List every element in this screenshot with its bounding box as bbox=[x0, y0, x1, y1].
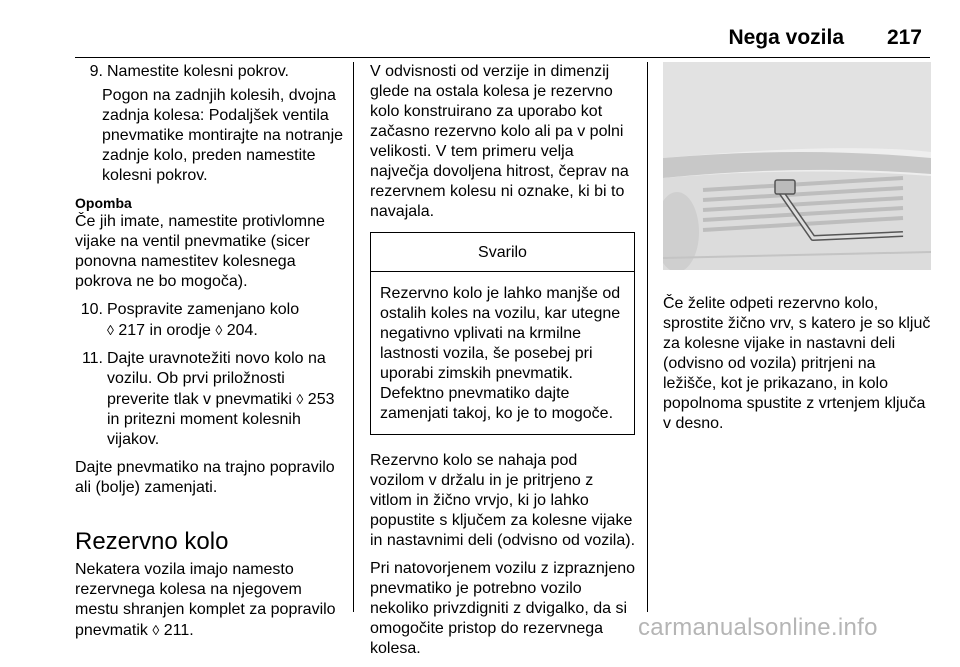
page-reference-link[interactable]: 253 bbox=[307, 391, 335, 408]
watermark: carmanualsonline.info bbox=[638, 614, 878, 641]
column-right bbox=[663, 62, 933, 442]
step-9 bbox=[75, 62, 347, 82]
section-intro-text: Nekatera vozila imajo namesto rezervnega kolesa na njegovem mestu shranjen komplet za popravilo pnevmatik bbox=[75, 561, 336, 639]
release-instructions: Če želite odpeti rezervno kolo, sprostite žično vrv, s katero je so ključ za kolesne vijake in nastavni deli (odvisno od vozila) pritrjeni na ležišče, kot je prikazano, in kolo popolnoma spustite z vrtenjem ključa v desno. bbox=[663, 295, 931, 432]
loaded-vehicle-paragraph: Pri natovorjenem vozilu z izpraznjeno pnevmatiko je potrebno vozilo nekoliko privzdigniti z dvigalko, da si omogočite pristop do rezervnega kolesa. bbox=[370, 560, 636, 657]
warning-title: Svarilo bbox=[371, 233, 634, 272]
step-text bbox=[107, 300, 347, 341]
column-middle bbox=[370, 62, 635, 667]
step-number: 10. bbox=[80, 301, 103, 318]
xref-icon: ◊ bbox=[107, 322, 114, 338]
page-title: Nega vozila bbox=[728, 26, 844, 49]
step-number: 9. bbox=[89, 63, 103, 80]
warning-text: Rezervno kolo je lahko manjše od ostalih koles na vozilu, kar utegne negativno vplivati na krmilne lastnosti vozila, še posebej pri uporabi zimskih pnevmatik. Defektno pnevmatiko dajte zamenjati takoj, ko je to mogoče. bbox=[380, 285, 621, 422]
section-intro bbox=[75, 560, 347, 641]
page-reference-link[interactable]: 211. bbox=[163, 622, 194, 639]
column-left bbox=[75, 62, 347, 649]
page-reference-link[interactable]: 204. bbox=[226, 322, 258, 339]
spare-wheel-illustration bbox=[663, 62, 931, 270]
step-text-part: in orodje bbox=[149, 322, 211, 339]
step-text-part: in pritezni moment kolesnih vijakov. bbox=[107, 411, 301, 448]
spare-wheel-paragraph: V odvisnosti od verzije in dimenzij glede na ostala kolesa je rezervno kolo konstruirano za uporabo kot začasno rezervno kolo ali pa v polni velikosti. V tem primeru velja največja dovoljena hitrost, čeprav na rezervnem kolesu ni oznake, ki bi to navajala. bbox=[370, 63, 629, 220]
storage-paragraph: Rezervno kolo se nahaja pod vozilom v držalu in je pritrjeno z vitlom in žično vrvjo, ki jo lahko popustite s ključem za kolesne vijake in nastavnimi deli (odvisno od vozila). bbox=[370, 452, 636, 549]
column-divider-1 bbox=[353, 62, 354, 612]
step-10 bbox=[75, 300, 347, 341]
note-text: Če jih imate, namestite protivlomne vijake na ventil pnevmatike (sicer ponovna namestitev kolesnega pokrova ne bo mogoča). bbox=[75, 213, 325, 290]
repair-paragraph: Dajte pnevmatiko na trajno popravilo ali (bolje) zamenjati. bbox=[75, 459, 335, 496]
step-text-part: Dajte uravnotežiti novo kolo na vozilu. Ob prvi priložnosti preverite tlak v pnevmatiki bbox=[107, 350, 326, 408]
note-heading: Opomba bbox=[75, 195, 132, 211]
page-header bbox=[0, 0, 960, 56]
xref-icon: ◊ bbox=[296, 391, 304, 407]
step-text: Namestite kolesni pokrov. bbox=[107, 63, 289, 80]
xref-icon: ◊ bbox=[152, 622, 160, 638]
step-11 bbox=[75, 349, 347, 450]
step-9-detail: Pogon na zadnjih kolesih, dvojna zadnja kolesa: Podaljšek ventila pnevmatike montirajte na notranje zadnje kolo, preden namestite kolesni pokrov. bbox=[102, 87, 344, 184]
header-divider bbox=[75, 57, 930, 58]
page-number: 217 bbox=[886, 26, 922, 49]
section-title: Rezervno kolo bbox=[75, 528, 229, 555]
step-number: 11. bbox=[81, 350, 103, 367]
step-text bbox=[107, 349, 347, 450]
page-reference-link[interactable]: 217 bbox=[118, 322, 146, 339]
warning-box bbox=[370, 232, 635, 435]
step-text-part: Pospravite zamenjano kolo bbox=[107, 301, 300, 318]
column-divider-2 bbox=[647, 62, 648, 612]
xref-icon: ◊ bbox=[215, 322, 223, 338]
